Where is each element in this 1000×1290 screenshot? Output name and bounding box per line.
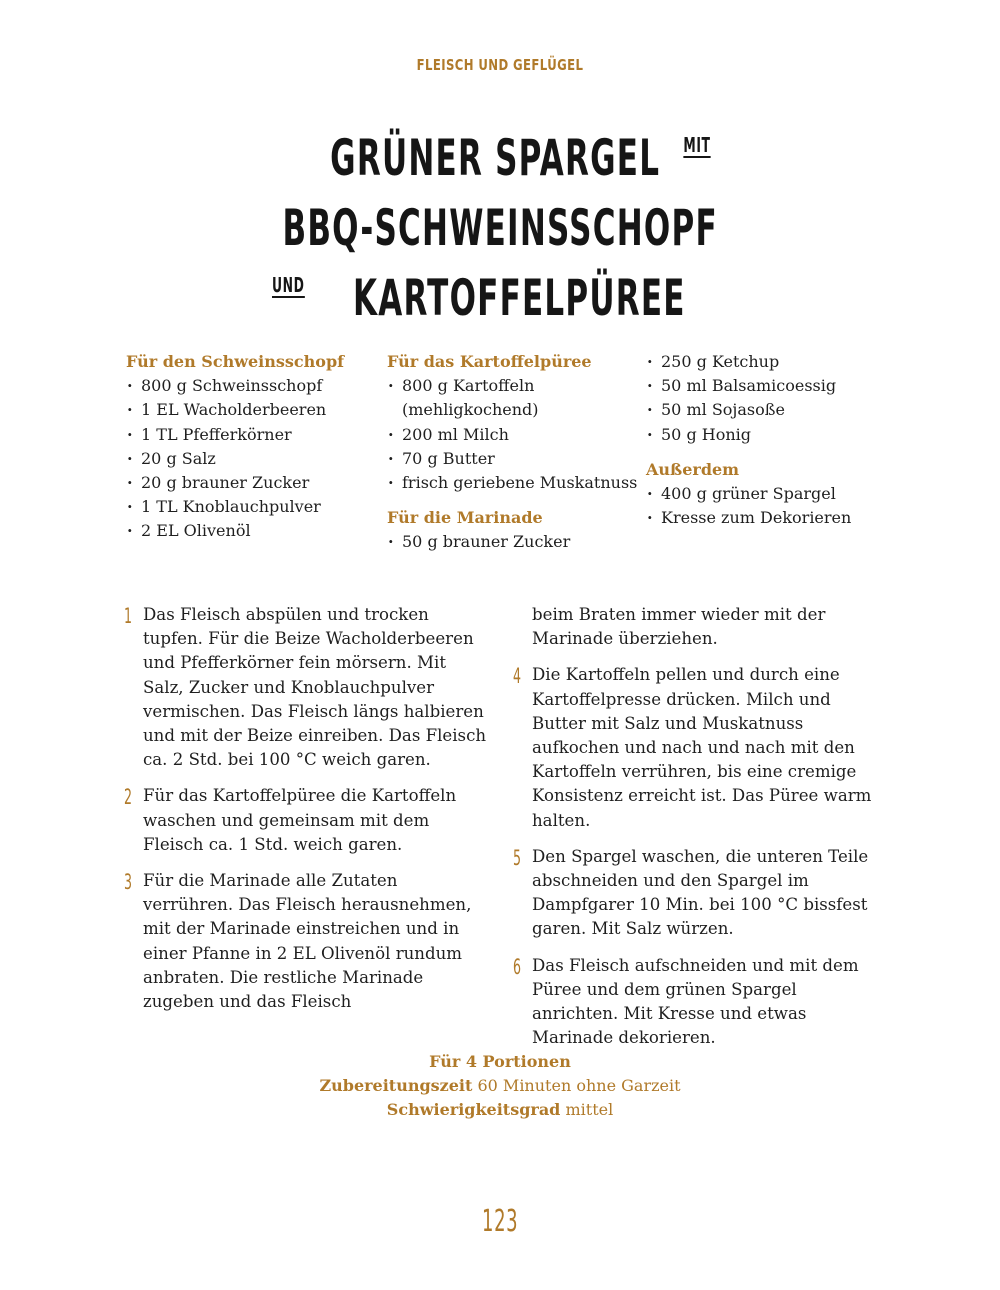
step-text: Das Fleisch abspülen und trocken tupfen. Für die Beize Wacholderbeeren und Pfefferkörner fein mörsern. Mit Salz, Zucker und Knoblauchpulver vermischen. Das Fleisch längs halbieren und mit der Beize einreiben. Das Fleisch ca. 2 Std. bei 100 °C weich garen. bbox=[143, 605, 487, 770]
step-3 bbox=[124, 869, 487, 1014]
prep-time bbox=[0, 1074, 1000, 1098]
ingredient-item: · 50 g brauner Zucker bbox=[387, 530, 642, 554]
page-number-text: 123 bbox=[481, 1204, 519, 1239]
step-text: Für das Kartoffelpüree die Kartoffeln waschen und gemeinsam mit dem Fleisch ca. 1 Std. weich garen. bbox=[143, 786, 457, 854]
ingredients-heading: Für das Kartoffelpüree bbox=[387, 352, 592, 371]
portions bbox=[0, 1050, 1000, 1074]
difficulty-value: mittel bbox=[565, 1100, 614, 1119]
step-4 bbox=[513, 663, 886, 832]
ingredients-column-2 bbox=[387, 350, 642, 555]
step-text: Für die Marinade alle Zutaten verrühren. Das Fleisch herausnehmen, mit der Marinade einstreichen und in einer Pfanne in 2 EL Olivenöl rundum anbraten. Die restliche Marinade zugeben und das Fleisch bbox=[143, 871, 472, 1012]
ingredient-item: · 2 EL Olivenöl bbox=[126, 519, 376, 543]
title-line-3 bbox=[0, 268, 1000, 338]
portions-text: Für 4 Portionen bbox=[429, 1052, 571, 1071]
step-number: 2 bbox=[124, 785, 133, 810]
section-label-text: FLEISCH UND GEFLÜGEL bbox=[416, 56, 584, 74]
step-number: 3 bbox=[124, 870, 133, 895]
section-label bbox=[110, 56, 890, 74]
steps-column-left bbox=[124, 603, 487, 1026]
ingredients-heading: Für den Schweinsschopf bbox=[126, 352, 345, 371]
ingredient-item: · 1 EL Wacholderbeeren bbox=[126, 398, 376, 422]
ingredient-item: · 400 g grüner Spargel bbox=[646, 482, 886, 506]
ingredient-item: · 200 ml Milch bbox=[387, 423, 642, 447]
step-text: Den Spargel waschen, die unteren Teile abschneiden und den Spargel im Dampfgarer 10 Min. bei 100 °C bissfest garen. Mit Salz würzen. bbox=[532, 846, 869, 939]
step-number: 5 bbox=[513, 845, 522, 870]
step-text: beim Braten immer wieder mit der Marinade überziehen. bbox=[532, 605, 826, 649]
ingredient-list bbox=[646, 350, 886, 447]
title-line-1-small: MIT bbox=[683, 133, 711, 157]
ingredient-item: · 70 g Butter bbox=[387, 447, 642, 471]
ingredient-note: (mehligkochend) bbox=[402, 400, 539, 420]
step-number: 4 bbox=[513, 664, 522, 689]
title-line-2 bbox=[0, 198, 1000, 268]
title-line-3-small: UND bbox=[272, 273, 305, 297]
ingredient-list bbox=[126, 374, 376, 543]
step-3-continued bbox=[516, 603, 886, 651]
ingredients-column-1 bbox=[126, 350, 376, 544]
step-text: Die Kartoffeln pellen und durch eine Kartoffelpresse drücken. Milch und Butter mit Salz und Muskatnuss aufkochen und nach und nach mit den Kartoffeln verrühren, bis eine cremige Konsistenz erreicht ist. Das Püree warm halten. bbox=[532, 665, 872, 830]
prep-time-label: Zubereitungszeit bbox=[319, 1076, 473, 1095]
ingredient-list bbox=[387, 374, 642, 495]
ingredient-item: · 1 TL Knoblauchpulver bbox=[126, 495, 376, 519]
ingredient-item: · 50 g Honig bbox=[646, 423, 886, 447]
difficulty-label: Schwierigkeitsgrad bbox=[386, 1100, 561, 1119]
ingredient-item: · Kresse zum Dekorieren bbox=[646, 506, 886, 530]
title-line-2-main: BBQ-SCHWEINSSCHOPF bbox=[282, 199, 718, 257]
ingredients-column-3 bbox=[646, 350, 886, 530]
ingredient-item: · 20 g brauner Zucker bbox=[126, 471, 376, 495]
step-6 bbox=[513, 954, 886, 1051]
difficulty bbox=[0, 1098, 1000, 1122]
ingredient-item: · 50 ml Balsamicoessig bbox=[646, 374, 886, 398]
recipe-meta bbox=[0, 1050, 1000, 1122]
ingredient-list bbox=[646, 482, 886, 530]
step-1 bbox=[124, 603, 487, 772]
ingredient-item bbox=[387, 374, 642, 422]
title-line-1 bbox=[0, 128, 1000, 198]
step-number: 1 bbox=[124, 604, 133, 628]
recipe-title bbox=[0, 128, 1000, 338]
step-5 bbox=[513, 845, 886, 942]
ingredient-item: · frisch geriebene Muskatnuss bbox=[387, 471, 642, 495]
title-line-3-main: KARTOFFELPÜREE bbox=[352, 269, 686, 327]
step-text: Das Fleisch aufschneiden und mit dem Püree und dem grünen Spargel anrichten. Mit Kresse und etwas Marinade dekorieren. bbox=[532, 955, 859, 1048]
page-number bbox=[0, 1204, 1000, 1239]
ingredient-item: · 1 TL Pfefferkörner bbox=[126, 423, 376, 447]
ingredients-heading: Außerdem bbox=[646, 459, 740, 479]
ingredients-heading: Für die Marinade bbox=[387, 508, 543, 528]
ingredient-item: · 50 ml Sojasoße bbox=[646, 398, 886, 422]
ingredient-item: · 20 g Salz bbox=[126, 447, 376, 471]
ingredient-text: 800 g Kartoffeln bbox=[402, 376, 535, 396]
prep-time-value: 60 Minuten ohne Garzeit bbox=[477, 1076, 681, 1095]
ingredient-item: · 800 g Schweinsschopf bbox=[126, 374, 376, 398]
title-line-1-main: GRÜNER SPARGEL bbox=[329, 129, 661, 187]
ingredient-list bbox=[387, 530, 642, 554]
step-2 bbox=[124, 784, 487, 857]
step-number: 6 bbox=[513, 954, 522, 979]
steps-column-right bbox=[513, 603, 886, 1062]
ingredient-item: · 250 g Ketchup bbox=[646, 350, 886, 374]
